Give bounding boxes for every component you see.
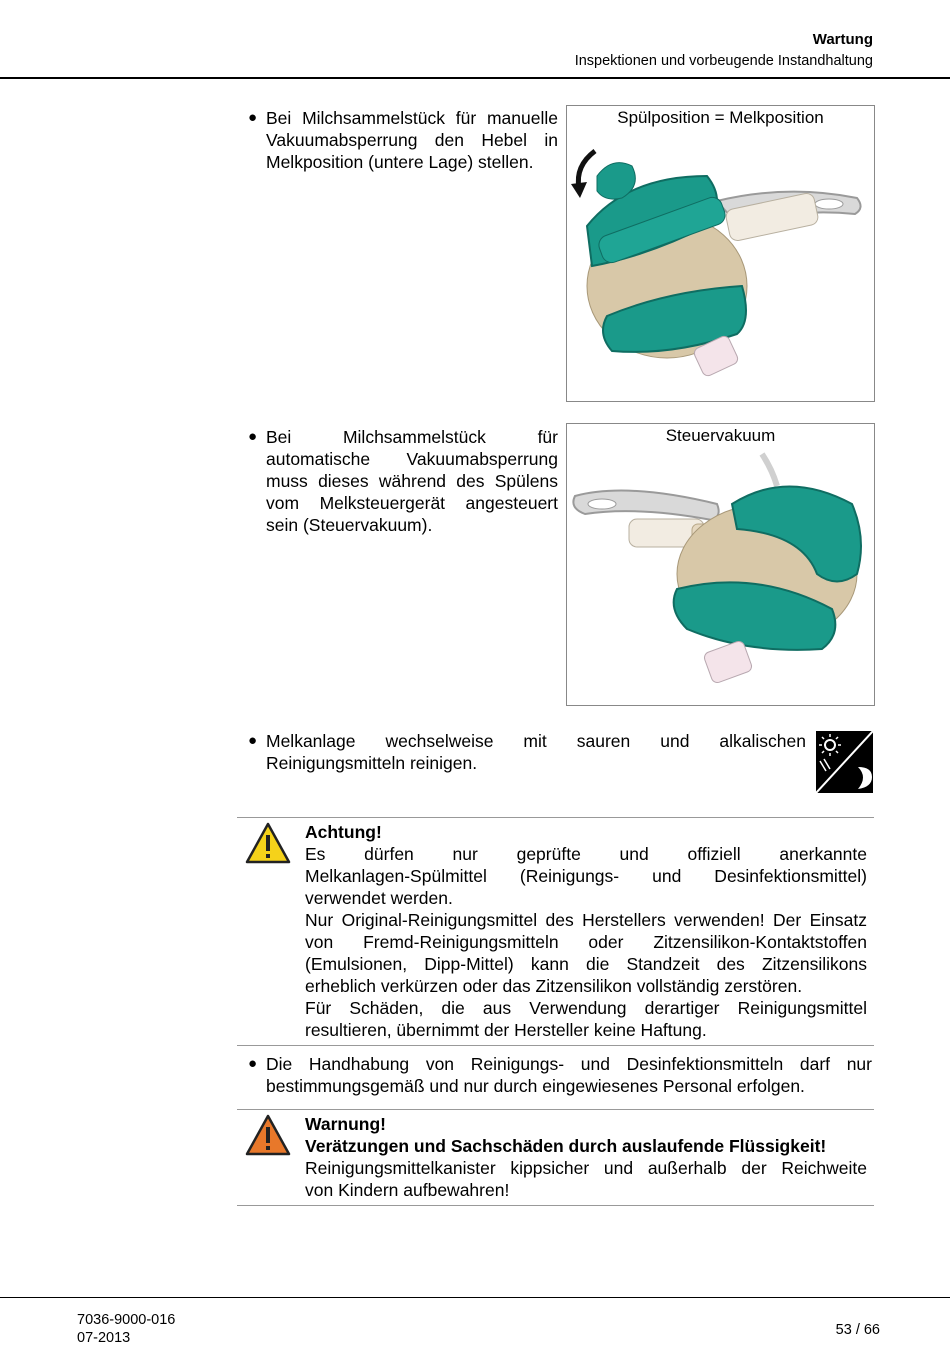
figure-caption: Spülposition = Melkposition (617, 108, 824, 127)
caution-line: verwendet werden. (305, 888, 453, 908)
bullet-line: Die Handhabung von Reinigungs- und Desinfektionsmitteln darf nur (266, 1054, 872, 1074)
bullet-line: bestimmungsgemäß und nur durch eingewiesenes Personal erfolgen. (266, 1076, 805, 1096)
milk-claw-automatic-icon (567, 424, 874, 705)
caution-line: von Fremd-Reinigungsmitteln oder Zitzensilikon-Kontaktstoffen (305, 932, 867, 952)
milk-claw-manual-icon (567, 106, 874, 401)
footer-divider (0, 1297, 950, 1298)
caution-line: erheblich verkürzen oder das Zitzensilikon vollständig zerstören. (305, 976, 803, 996)
warning-line: Reinigungsmittelkanister kippsicher und außerhalb der Reichweite (305, 1158, 867, 1178)
bullet-dot: ● (248, 109, 258, 126)
warning-notice (305, 1113, 867, 1201)
caution-title: Achtung! (305, 822, 382, 842)
day-night-alternating-icon (816, 731, 873, 793)
warning-subtitle: Verätzungen und Sachschäden durch auslaufende Flüssigkeit! (305, 1136, 827, 1156)
bullet-line: Bei Milchsammelstück für (266, 427, 558, 447)
bullet-line: muss dieses während des Spülens (266, 471, 558, 491)
section-title: Wartung (812, 31, 873, 48)
caution-notice (305, 821, 867, 1041)
footer-doc-info (77, 1311, 175, 1347)
bullet-line: sein (Steuervakuum). (266, 515, 433, 535)
figure-automatic-claw (566, 423, 875, 706)
warning-triangle-icon (245, 1114, 291, 1156)
bullet-line: Melkanlage wechselweise mit sauren und alkalischen (266, 731, 806, 751)
bullet-line: Bei Milchsammelstück für manuelle (266, 108, 558, 128)
warning-title: Warnung! (305, 1114, 386, 1134)
caution-bottom-rule (237, 1045, 874, 1046)
bullet-dot: ● (248, 1055, 258, 1072)
figure-caption: Steuervakuum (665, 426, 776, 445)
caution-top-rule (237, 817, 874, 818)
caution-line: resultieren, übernimmt der Hersteller keine Haftung. (305, 1020, 707, 1040)
bullet-line: Vakuumabsperrung den Hebel in (266, 130, 558, 150)
section-subtitle: Inspektionen und vorbeugende Instandhaltung (574, 53, 873, 69)
warning-bottom-rule (237, 1205, 874, 1206)
sun-moon-icon (816, 731, 873, 793)
bullet-dot: ● (248, 732, 258, 749)
caution-triangle-icon (245, 822, 291, 864)
figure-manual-claw (566, 105, 875, 402)
bullet-dot: ● (248, 428, 258, 445)
bullet-line: Reinigungsmitteln reinigen. (266, 753, 478, 773)
warning-top-rule (237, 1109, 874, 1110)
caution-line: Melkanlagen-Spülmittel (Reinigungs- und Desinfektionsmittel) (305, 866, 867, 886)
bullet-line: vom Melksteuergerät angesteuert (266, 493, 558, 513)
bullet-line: automatische Vakuumabsperrung (266, 449, 558, 469)
doc-number: 7036-9000-016 (77, 1312, 176, 1328)
bullet-line: Melkposition (untere Lage) stellen. (266, 152, 534, 172)
caution-line: Nur Original-Reinigungsmittel des Herstellers verwenden! Der Einsatz (305, 910, 867, 930)
doc-date: 07-2013 (77, 1330, 131, 1346)
caution-line: Es dürfen nur geprüfte und offiziell anerkannte (305, 844, 867, 864)
caution-line: (Emulsionen, Dipp-Mittel) kann die Standzeit des Zitzensilikons (305, 954, 867, 974)
page-number: 53 / 66 (835, 1322, 880, 1338)
header-divider (0, 77, 950, 79)
warning-line: von Kindern aufbewahren! (305, 1180, 510, 1200)
caution-line: Für Schäden, die aus Verwendung derartiger Reinigungsmittel (305, 998, 867, 1018)
